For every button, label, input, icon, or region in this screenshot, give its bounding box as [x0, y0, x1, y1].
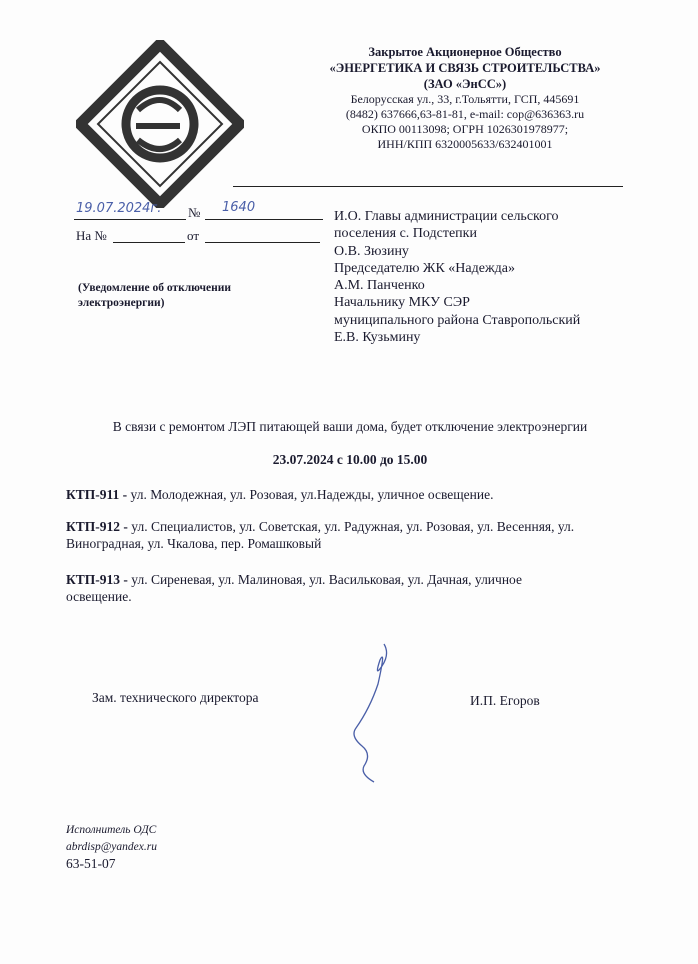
org-line-2: «ЭНЕРГЕТИКА И СВЯЗЬ СТРОИТЕЛЬСТВА»: [329, 61, 601, 75]
addressee-line: поселения с. Подстепки: [334, 226, 477, 242]
addressee-block: [334, 208, 664, 346]
substation-item-912: [66, 518, 626, 552]
signer-position: Зам. технического директора: [92, 690, 259, 705]
address-line-3: ОКПО 00113098; ОГРН 1026301978977;: [361, 122, 569, 136]
outage-datetime: 23.07.2024 с 10.00 до 15.00: [272, 452, 428, 467]
addressee-line: Е.В. Кузьмину: [334, 330, 421, 346]
executor-label: Исполнитель ОДС: [66, 824, 157, 836]
date-underline: [74, 219, 186, 220]
from-underline: [205, 242, 320, 243]
ref-underline: [113, 242, 185, 243]
address-line-1: Белорусская ул., 33, г.Тольятти, ГСП, 445691: [350, 92, 580, 106]
address-line-4: ИНН/КПП 6320005633/632401001: [377, 137, 553, 151]
handwritten-date: 19.07.2024г.: [76, 201, 162, 216]
intro-paragraph: В связи с ремонтом ЛЭП питающей ваши дома, будет отключение электроэнергии: [112, 419, 588, 434]
streets-list: ул. Молодежная, ул. Розовая, ул.Надежды, уличное освещение.: [127, 487, 494, 502]
addressee-line: А.М. Панченко: [334, 278, 425, 294]
substation-item-911: [66, 486, 646, 503]
enss-diamond-logo: [76, 40, 244, 208]
handwritten-number: 1640: [222, 200, 256, 215]
org-line-1: Закрытое Акционерное Общество: [368, 45, 562, 59]
substation-code: КТП-912 -: [66, 519, 128, 534]
substation-code: КТП-911 -: [66, 487, 128, 502]
addressee-line: И.О. Главы администрации сельского: [334, 209, 559, 224]
addressee-line: муниципального района Ставропольский: [334, 312, 581, 328]
executor-phone: 63-51-07: [66, 856, 116, 871]
executor-email: abrdisp@yandex.ru: [66, 841, 157, 853]
number-underline: [205, 219, 323, 220]
addressee-line: О.В. Зюзину: [334, 243, 409, 259]
addressee-line: Начальнику МКУ СЭР: [334, 295, 470, 311]
substation-item-913: [66, 571, 586, 605]
ref-label: На №: [76, 228, 107, 243]
streets-list: ул. Специалистов, ул. Советская, ул. Радужная, ул. Розовая, ул. Весенняя, ул. Виноградная, ул. Чкалова, пер. Ромашковый: [66, 519, 575, 551]
number-label: №: [188, 205, 201, 220]
from-label: от: [187, 228, 200, 243]
org-line-3: (ЗАО «ЭнСС»): [423, 77, 507, 91]
addressee-line: Председателю ЖК «Надежда»: [334, 260, 515, 276]
signer-name: И.П. Егоров: [470, 693, 540, 708]
substation-code: КТП-913 -: [66, 572, 128, 587]
organization-header: [285, 44, 645, 152]
handwritten-signature: [340, 636, 400, 786]
address-line-2: (8482) 637666,63-81-81, e-mail: cop@636363.ru: [345, 107, 585, 121]
header-divider: [233, 186, 623, 187]
streets-list: ул. Сиреневая, ул. Малиновая, ул. Васильковая, ул. Дачная, уличное освещение.: [66, 572, 522, 604]
letter-subject: (Уведомление об отключении электроэнергии): [78, 282, 231, 309]
